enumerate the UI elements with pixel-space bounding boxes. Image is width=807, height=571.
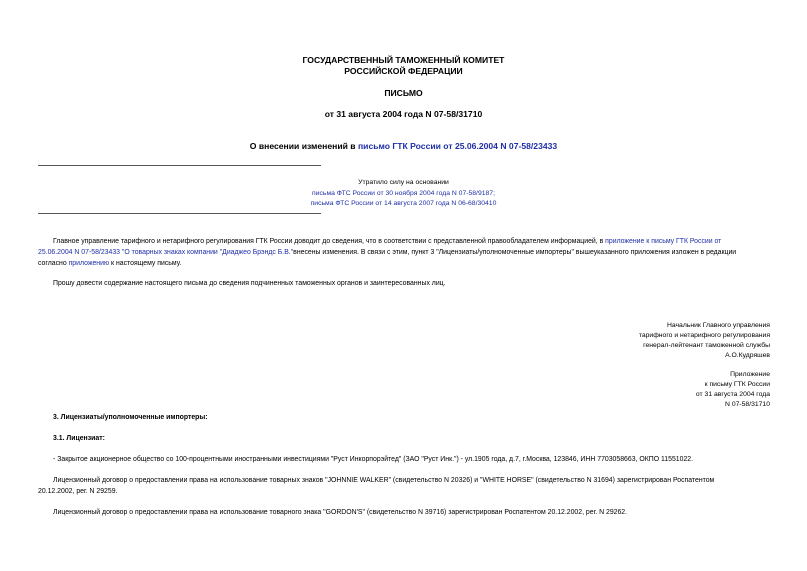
- status-link2-wrap: [0, 200, 807, 207]
- paragraph-2: Прошу довести содержание настоящего письма до сведения подчиненных таможенных органов и заинтересованных лиц.: [53, 280, 446, 287]
- paragraph-1-line2: [38, 247, 769, 258]
- p1-link-attachment[interactable]: приложению: [68, 260, 110, 267]
- p1-text-1: Главное управление тарифного и нетарифного регулирования ГТК России доводит до сведения, что в соответствии с представленной правообладателем информацией, в: [53, 238, 606, 245]
- appendix-line3: от 31 августа 2004 года: [695, 391, 770, 398]
- signature-line1: Начальник Главного управления: [666, 322, 770, 329]
- doc-date: от 31 августа 2004 года N 07-58/31710: [324, 109, 483, 119]
- appendix-line2: к письму ГТК России: [704, 381, 770, 388]
- p1-text-4: к настоящему письму.: [109, 260, 182, 267]
- doc-subject: [0, 141, 807, 151]
- status-link1-wrap: [0, 190, 807, 197]
- section-heading: 3. Лицензиаты/уполномоченные импортеры:: [53, 414, 208, 421]
- signature-name: А.О.Кудряшев: [725, 352, 770, 359]
- bottom-divider: [38, 213, 321, 214]
- status-line: Утратило силу на основании: [358, 179, 449, 186]
- p1-link-letter[interactable]: 25.06.2004 N 07-58/23433 "О товарных знаках компании "Диаджео Брэндс Б.В.": [38, 249, 294, 256]
- license-agreement-1-line2: 20.12.2002, рег. N 29259.: [38, 488, 118, 495]
- appendix-line4: N 07-58/31710: [725, 401, 770, 408]
- status-link-2[interactable]: письма ФТС России от 14 августа 2007 года N 06-68/30410: [310, 200, 497, 207]
- org-name-line2: РОССИЙСКОЙ ФЕДЕРАЦИИ: [344, 66, 463, 76]
- section-subheading: 3.1. Лицензиат:: [53, 435, 105, 442]
- p1-text-3: согласно: [38, 260, 69, 267]
- signature-block: [639, 321, 770, 361]
- signature-line3: генерал-лейтенант таможенной службы: [643, 342, 770, 349]
- license-agreement-1-line1: Лицензионный договор о предоставлении права на использование товарных знаков "JOHNNIE WALKER" (свидетельство N 20326) и "WHITE HORSE" (свидетельство N 31694) зарегистрирован Роспатентом: [53, 477, 715, 484]
- paragraph-1-line1: [38, 236, 784, 247]
- p1-link-appendix[interactable]: приложение к письму ГТК России от: [605, 238, 722, 245]
- signature-line2: тарифного и нетарифного регулирования: [638, 332, 770, 339]
- appendix-line1: Приложение: [730, 371, 770, 378]
- status-link-1[interactable]: письма ФТС России от 30 ноября 2004 года N 07-58/9187;: [312, 190, 495, 197]
- paragraph-1-line3: [38, 258, 769, 269]
- org-name-line1: ГОСУДАРСТВЕННЫЙ ТАМОЖЕННЫЙ КОМИТЕТ: [302, 55, 505, 65]
- top-divider: [38, 165, 321, 166]
- p1-text-2: внесены изменения. В связи с этим, пункт 3 "Лицензиаты/уполномоченные импортеры" вышеуказанного приложения изложен в редакции: [293, 249, 737, 256]
- subject-prefix: О внесении изменений в: [249, 141, 358, 151]
- license-agreement-2: Лицензионный договор о предоставлении права на использование товарного знака "GORDON'S" (свидетельство N 39716) зарегистрирован Роспатентом 20.12.2002, рег. N 29262.: [53, 509, 628, 516]
- licensee-item: - Закрытое акционерное общество со 100-процентными иностранными инвестициями "Руст Инкорпорэйтед" (ЗАО "Руст Инк.") - ул.1905 года, д.7, г.Москва, 123846, ИНН 7703058663, ОКПО 11551022.: [53, 456, 694, 463]
- doc-type: ПИСЬМО: [384, 88, 423, 98]
- appendix-caption: [696, 370, 770, 410]
- subject-link[interactable]: письмо ГТК России от 25.06.2004 N 07-58/23433: [357, 141, 558, 151]
